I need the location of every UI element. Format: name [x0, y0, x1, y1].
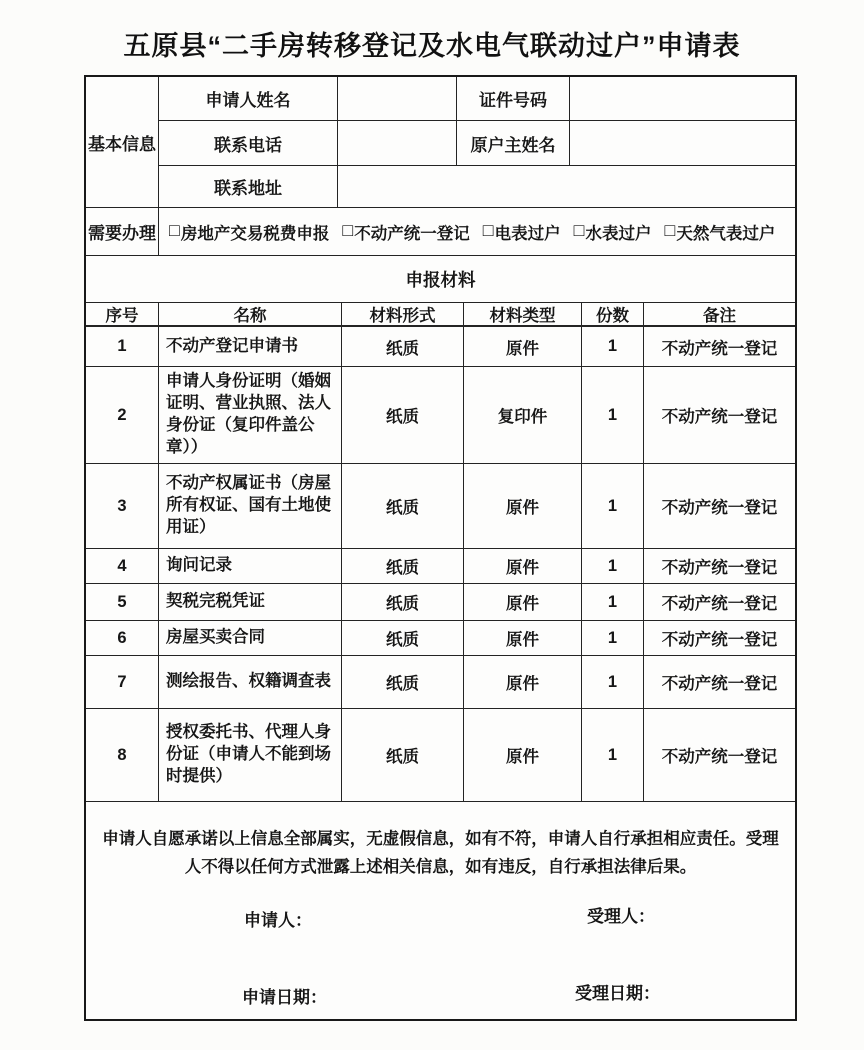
header-copies: 份数 — [582, 303, 644, 327]
row-note: 不动产统一登记 — [644, 621, 795, 656]
declaration-signature-section — [86, 802, 795, 1020]
row-note: 不动产统一登记 — [644, 584, 795, 621]
option-unified-registration[interactable] — [342, 220, 469, 244]
table-row — [86, 656, 795, 709]
header-type: 材料类型 — [464, 303, 582, 327]
acceptor-signature-label[interactable]: 受理人： — [587, 907, 655, 926]
row-name: 不动产登记申请书 — [159, 327, 342, 367]
row-copies: 1 — [582, 584, 644, 621]
row-note: 不动产统一登记 — [644, 656, 795, 709]
option-electric-meter[interactable] — [483, 220, 561, 244]
row-type: 原件 — [464, 709, 582, 802]
row-no: 1 — [86, 327, 159, 367]
row-form: 纸质 — [342, 709, 464, 802]
row-copies: 1 — [582, 549, 644, 584]
id-number-input[interactable] — [570, 77, 795, 121]
header-note: 备注 — [644, 303, 795, 327]
header-name: 名称 — [159, 303, 342, 327]
option-label: 天然气表过户 — [676, 224, 776, 243]
row-name: 房屋买卖合同 — [159, 621, 342, 656]
apply-date-label[interactable]: 申请日期： — [242, 988, 327, 1007]
row-form: 纸质 — [342, 549, 464, 584]
row-copies: 1 — [582, 327, 644, 367]
row-copies: 1 — [582, 464, 644, 549]
applicant-signature-label[interactable]: 申请人： — [244, 911, 312, 930]
table-row — [86, 621, 795, 656]
row-form: 纸质 — [342, 621, 464, 656]
materials-section-title: 申报材料 — [86, 256, 795, 303]
table-row — [86, 464, 795, 549]
option-label: 电表过户 — [494, 224, 561, 243]
row-no: 8 — [86, 709, 159, 802]
table-row — [86, 709, 795, 802]
basic-info-section — [86, 77, 795, 208]
row-note: 不动产统一登记 — [644, 464, 795, 549]
contact-phone-label: 联系电话 — [159, 121, 338, 166]
row-name: 询问记录 — [159, 549, 342, 584]
row-no: 5 — [86, 584, 159, 621]
option-label: 不动产统一登记 — [354, 224, 470, 243]
row-no: 7 — [86, 656, 159, 709]
table-row — [86, 549, 795, 584]
row-note: 不动产统一登记 — [644, 549, 795, 584]
row-no: 4 — [86, 549, 159, 584]
row-copies: 1 — [582, 709, 644, 802]
checkbox-icon[interactable]: □ — [482, 220, 494, 240]
row-name: 测绘报告、权籍调查表 — [159, 656, 342, 709]
need-handle-section — [86, 208, 795, 256]
row-name: 契税完税凭证 — [159, 584, 342, 621]
header-form: 材料形式 — [342, 303, 464, 327]
form-title: 五原县“二手房转移登记及水电气联动过户”申请表 — [123, 31, 741, 61]
applicant-name-label: 申请人姓名 — [159, 77, 338, 121]
row-copies: 1 — [582, 656, 644, 709]
row-form: 纸质 — [342, 327, 464, 367]
form-table — [84, 75, 797, 1021]
checkbox-icon[interactable]: □ — [169, 220, 180, 240]
row-type: 原件 — [464, 327, 582, 367]
table-row — [86, 367, 795, 464]
table-row — [86, 327, 795, 367]
checkbox-icon[interactable]: □ — [573, 220, 585, 240]
need-handle-options — [159, 208, 795, 256]
row-copies: 1 — [582, 621, 644, 656]
contact-address-input[interactable] — [338, 166, 795, 208]
row-form: 纸质 — [342, 656, 464, 709]
materials-header-row — [86, 303, 795, 327]
row-no: 2 — [86, 367, 159, 464]
option-gas-meter[interactable] — [665, 220, 776, 244]
row-type: 原件 — [464, 464, 582, 549]
accept-date-label[interactable]: 受理日期： — [575, 984, 660, 1003]
option-label: 房地产交易税费申报 — [180, 224, 330, 243]
option-label: 水表过户 — [585, 224, 652, 243]
row-type: 原件 — [464, 656, 582, 709]
row-note: 不动产统一登记 — [644, 367, 795, 464]
row-copies: 1 — [582, 367, 644, 464]
option-water-meter[interactable] — [574, 220, 652, 244]
row-note: 不动产统一登记 — [644, 327, 795, 367]
row-note: 不动产统一登记 — [644, 709, 795, 802]
checkbox-icon[interactable]: □ — [342, 220, 354, 240]
row-no: 6 — [86, 621, 159, 656]
row-type: 原件 — [464, 549, 582, 584]
applicant-name-input[interactable] — [338, 77, 457, 121]
row-type: 复印件 — [464, 367, 582, 464]
row-name: 不动产权属证书（房屋所有权证、国有土地使用证） — [159, 464, 342, 549]
row-form: 纸质 — [342, 367, 464, 464]
basic-info-section-label: 基本信息 — [86, 77, 159, 208]
row-name: 授权委托书、代理人身份证（申请人不能到场时提供） — [159, 709, 342, 802]
id-number-label: 证件号码 — [457, 77, 570, 121]
row-form: 纸质 — [342, 584, 464, 621]
need-handle-label: 需要办理 — [86, 208, 159, 256]
header-no: 序号 — [86, 303, 159, 327]
row-name: 申请人身份证明（婚姻证明、营业执照、法人身份证（复印件盖公章）） — [159, 367, 342, 464]
row-type: 原件 — [464, 621, 582, 656]
row-form: 纸质 — [342, 464, 464, 549]
declaration-text: 申请人自愿承诺以上信息全部属实，无虚假信息，如有不符，申请人自行承担相应责任。受理人不得以任何方式泄露上述相关信息，如有违反，自行承担法律后果。 — [102, 830, 779, 876]
row-type: 原件 — [464, 584, 582, 621]
contact-phone-input[interactable] — [338, 121, 457, 166]
contact-address-label: 联系地址 — [159, 166, 338, 208]
row-no: 3 — [86, 464, 159, 549]
checkbox-icon[interactable]: □ — [664, 220, 676, 240]
option-real-estate-tax[interactable] — [169, 220, 329, 244]
table-row — [86, 584, 795, 621]
original-owner-input[interactable] — [570, 121, 795, 166]
original-owner-label: 原户主姓名 — [457, 121, 570, 166]
